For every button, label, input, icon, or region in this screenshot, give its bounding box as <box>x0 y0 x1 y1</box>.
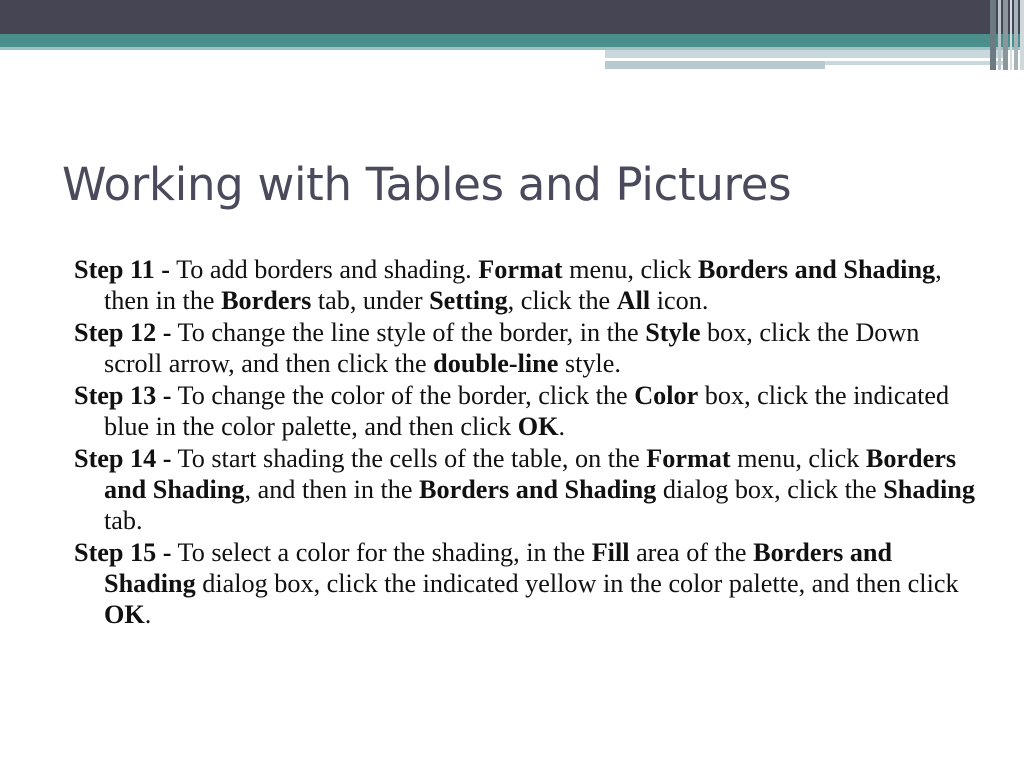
step-keyword: Fill <box>591 538 630 567</box>
step-text: , then in the <box>104 255 942 315</box>
step-text: area of the <box>629 538 754 567</box>
step-text: . <box>558 412 566 441</box>
step-keyword: Style <box>645 318 701 347</box>
step-keyword: double-line <box>433 349 559 378</box>
step-keyword: Color <box>634 381 699 410</box>
step-text: To change the line style of the border, in the <box>171 318 646 347</box>
step-text: style. <box>558 349 621 378</box>
step-keyword: Borders <box>221 286 312 315</box>
step-text: To change the color of the border, click the <box>171 381 635 410</box>
step-text: dialog box, click the <box>656 475 884 504</box>
step-text: box, click the indicated blue in the color palette, and then click <box>104 381 950 441</box>
step-text: box, click the Down scroll arrow, and then click the <box>104 318 920 378</box>
step-label: Step 15 - <box>74 538 172 567</box>
step-text: icon. <box>650 286 709 315</box>
step-keyword: Format <box>478 255 563 284</box>
step-text: , click the <box>507 286 617 315</box>
step-text: To add borders and shading. <box>170 255 479 284</box>
step-text: tab, under <box>311 286 430 315</box>
banner-accent-bar <box>605 50 1005 58</box>
slide-title: Working with Tables and Pictures <box>62 158 792 211</box>
step-text: , and then in the <box>244 475 420 504</box>
step-keyword: Setting <box>429 286 508 315</box>
step-text: tab. <box>104 506 143 535</box>
banner-dark-band <box>0 0 1024 34</box>
step-item <box>74 443 979 536</box>
step-item <box>74 380 979 442</box>
step-keyword: Borders and Shading <box>419 475 657 504</box>
banner-vertical-stripes <box>990 0 1024 70</box>
step-text: . <box>144 600 152 629</box>
banner-accent-bar-lower <box>605 61 825 69</box>
step-label: Step 12 - <box>74 318 172 347</box>
banner-accent-bar-thin <box>825 61 1005 65</box>
step-item <box>74 537 979 630</box>
step-keyword: Borders and Shading <box>697 255 936 284</box>
step-keyword: OK <box>104 600 145 629</box>
step-label: Step 13 - <box>74 381 172 410</box>
step-item <box>74 254 979 316</box>
step-keyword: Borders and Shading <box>104 538 893 598</box>
step-text: To select a color for the shading, in the <box>171 538 592 567</box>
step-text: menu, click <box>730 444 866 473</box>
step-keyword: Borders and Shading <box>104 444 957 504</box>
step-keyword: All <box>616 286 651 315</box>
step-keyword: Format <box>646 444 731 473</box>
step-keyword: Shading <box>883 475 975 504</box>
banner-teal-band <box>0 34 1024 47</box>
step-text: dialog box, click the indicated yellow in the color palette, and then click <box>195 569 959 598</box>
steps-list <box>74 254 979 631</box>
step-text: menu, click <box>562 255 698 284</box>
step-label: Step 14 - <box>74 444 172 473</box>
step-keyword: OK <box>517 412 559 441</box>
step-text: To start shading the cells of the table, on the <box>171 444 647 473</box>
step-item <box>74 317 979 379</box>
step-label: Step 11 - <box>74 255 171 284</box>
